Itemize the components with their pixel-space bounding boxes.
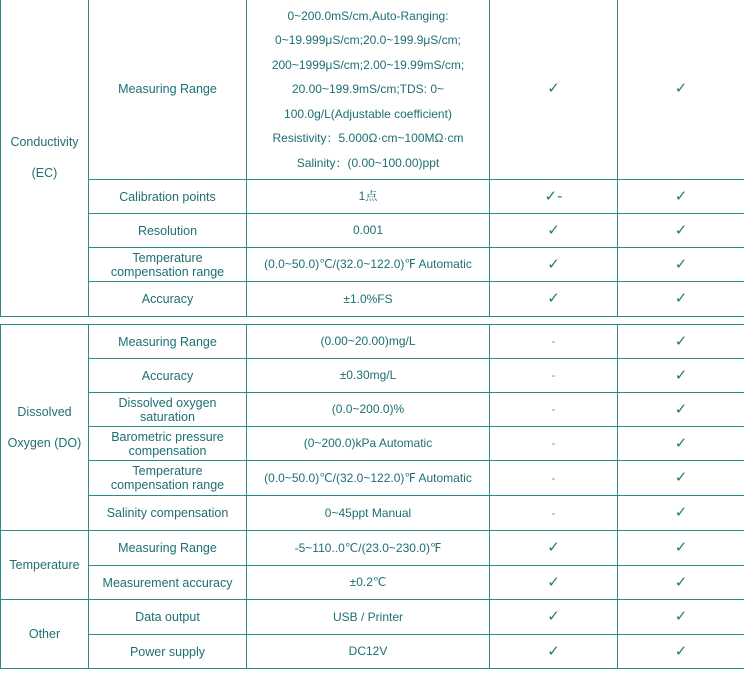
value-line: 200~1999μS/cm;2.00~19.99mS/cm; xyxy=(271,57,465,72)
value-cell: 0.001 xyxy=(247,214,490,248)
param-cell: Measuring Range xyxy=(89,0,247,180)
check-icon: ✓ xyxy=(547,220,560,239)
table-row xyxy=(1,427,744,461)
category-cell xyxy=(1,0,89,317)
check-icon: ✓ xyxy=(674,503,688,521)
dash-icon: - xyxy=(551,402,556,416)
category-cell: Temperature xyxy=(1,531,89,600)
value-line: Salinity：(0.00~100.00)ppt xyxy=(296,155,440,170)
model-b-cell xyxy=(618,359,744,393)
value-cell: 0~45ppt Manual xyxy=(247,496,490,531)
category-cell: Other xyxy=(1,600,89,669)
dash-icon: - xyxy=(551,505,556,520)
model-b-cell xyxy=(618,214,744,248)
model-b-cell xyxy=(618,393,744,427)
table-row xyxy=(1,393,744,427)
value-line: 0~19.999μS/cm;20.0~199.9μS/cm; xyxy=(275,33,461,48)
model-a-cell xyxy=(490,248,618,282)
model-a-cell xyxy=(490,282,618,317)
param-line: Dissolved oxygen xyxy=(118,395,217,410)
param-cell: Measuring Range xyxy=(89,325,247,359)
value-line: 0~200.0mS/cm,Auto-Ranging: xyxy=(287,9,449,24)
param-cell xyxy=(89,248,247,282)
check-icon: ✓ xyxy=(547,641,560,660)
dash-icon: - xyxy=(551,334,556,348)
model-b-cell xyxy=(618,566,744,600)
value-cell: ±0.2℃ xyxy=(247,566,490,600)
param-line: Temperature xyxy=(132,464,203,478)
model-b-cell xyxy=(618,325,744,359)
param-cell: Power supply xyxy=(89,635,247,669)
value-cell: (0.00~20.00)mg/L xyxy=(247,325,490,359)
model-a-cell xyxy=(490,393,618,427)
param-line: compensation range xyxy=(110,264,225,279)
table-row xyxy=(1,600,744,635)
param-cell: Accuracy xyxy=(89,359,247,393)
model-b-cell xyxy=(618,635,744,669)
model-b-cell xyxy=(618,282,744,317)
check-icon: ✓ xyxy=(674,186,688,205)
check-icon: ✓ xyxy=(547,572,560,591)
check-icon: ✓ xyxy=(674,538,688,556)
category-label-line1: Dissolved xyxy=(17,404,72,419)
check-icon: ✓ xyxy=(547,254,560,273)
value-cell: 1点 xyxy=(247,180,490,214)
category-label-line2: Oxygen (DO) xyxy=(7,435,82,450)
table-row xyxy=(1,635,744,669)
table-row xyxy=(1,461,744,496)
check-icon: ✓ xyxy=(674,220,688,239)
param-cell: Salinity compensation xyxy=(89,496,247,531)
conductivity-spec-table xyxy=(0,0,744,317)
check-icon: ✓ xyxy=(674,399,688,418)
model-a-cell xyxy=(490,600,618,635)
model-b-cell xyxy=(618,0,744,180)
model-b-cell xyxy=(618,180,744,214)
param-cell: Measurement accuracy xyxy=(89,566,247,600)
model-b-cell xyxy=(618,248,744,282)
value-line: 20.00~199.9mS/cm;TDS: 0~ xyxy=(291,82,445,97)
value-cell-measuring-range xyxy=(247,0,490,180)
model-a-cell xyxy=(490,427,618,461)
model-a-cell xyxy=(490,325,618,359)
category-label-line1: Conductivity xyxy=(10,134,79,149)
check-icon: ✓ xyxy=(547,607,560,625)
model-b-cell xyxy=(618,427,744,461)
param-cell xyxy=(89,427,247,461)
model-a-cell xyxy=(490,496,618,531)
dash-icon: - xyxy=(551,470,556,485)
check-icon: ✓ xyxy=(674,607,688,625)
value-cell: (0~200.0)kPa Automatic xyxy=(247,427,490,461)
value-cell: (0.0~50.0)℃/(32.0~122.0)℉ Automatic xyxy=(247,248,490,282)
table-row xyxy=(1,531,744,566)
check-icon: ✓ xyxy=(674,433,688,452)
value-cell: -5~110..0℃/(23.0~230.0)℉ xyxy=(247,531,490,566)
check-icon: ✓ xyxy=(674,572,688,591)
category-label-line2: (EC) xyxy=(31,165,58,180)
check-icon: ✓ xyxy=(674,331,688,350)
check-icon: ✓ xyxy=(547,289,560,307)
model-a-cell xyxy=(490,214,618,248)
table-row xyxy=(1,359,744,393)
model-b-cell xyxy=(618,531,744,566)
value-cell: ±0.30mg/L xyxy=(247,359,490,393)
check-icon: ✓ xyxy=(674,641,688,660)
table-row xyxy=(1,325,744,359)
check-icon: ✓ xyxy=(674,468,688,486)
value-cell: USB / Printer xyxy=(247,600,490,635)
param-line: Temperature xyxy=(132,250,203,265)
check-icon: ✓ xyxy=(674,79,688,97)
param-line: Barometric pressure xyxy=(111,429,224,444)
model-a-cell xyxy=(490,180,618,214)
table-row xyxy=(1,214,744,248)
param-cell xyxy=(89,393,247,427)
param-cell: Data output xyxy=(89,600,247,635)
value-cell: (0.0~200.0)% xyxy=(247,393,490,427)
model-b-cell xyxy=(618,600,744,635)
category-cell xyxy=(1,325,89,531)
param-line: saturation xyxy=(140,409,195,424)
check-dash-icon: ✓- xyxy=(544,186,563,205)
param-cell: Measuring Range xyxy=(89,531,247,566)
param-cell: Resolution xyxy=(89,214,247,248)
table-row xyxy=(1,180,744,214)
check-icon: ✓ xyxy=(674,365,688,384)
value-cell: (0.0~50.0)℃/(32.0~122.0)℉ Automatic xyxy=(247,461,490,496)
table-row xyxy=(1,496,744,531)
do-temperature-other-spec-table xyxy=(0,324,744,669)
check-icon: ✓ xyxy=(674,289,688,307)
value-line: Resistivity：5.000Ω·cm~100MΩ·cm xyxy=(272,131,464,146)
model-a-cell xyxy=(490,0,618,180)
param-cell: Calibration points xyxy=(89,180,247,214)
model-a-cell xyxy=(490,461,618,496)
model-b-cell xyxy=(618,496,744,531)
table-row xyxy=(1,0,744,180)
dash-icon: - xyxy=(551,368,556,382)
model-a-cell xyxy=(490,531,618,566)
model-b-cell xyxy=(618,461,744,496)
table-row xyxy=(1,248,744,282)
table-row xyxy=(1,566,744,600)
dash-icon: - xyxy=(551,436,556,450)
model-a-cell xyxy=(490,635,618,669)
param-line: compensation range xyxy=(110,478,225,492)
table-row xyxy=(1,282,744,317)
param-line: compensation xyxy=(128,443,207,458)
model-a-cell xyxy=(490,359,618,393)
check-icon: ✓ xyxy=(547,538,560,556)
param-cell xyxy=(89,461,247,496)
value-line: 100.0g/L(Adjustable coefficient) xyxy=(284,106,452,121)
value-cell: ±1.0%FS xyxy=(247,282,490,317)
check-icon: ✓ xyxy=(674,254,688,273)
param-cell: Accuracy xyxy=(89,282,247,317)
value-cell: DC12V xyxy=(247,635,490,669)
check-icon: ✓ xyxy=(547,79,560,97)
model-a-cell xyxy=(490,566,618,600)
